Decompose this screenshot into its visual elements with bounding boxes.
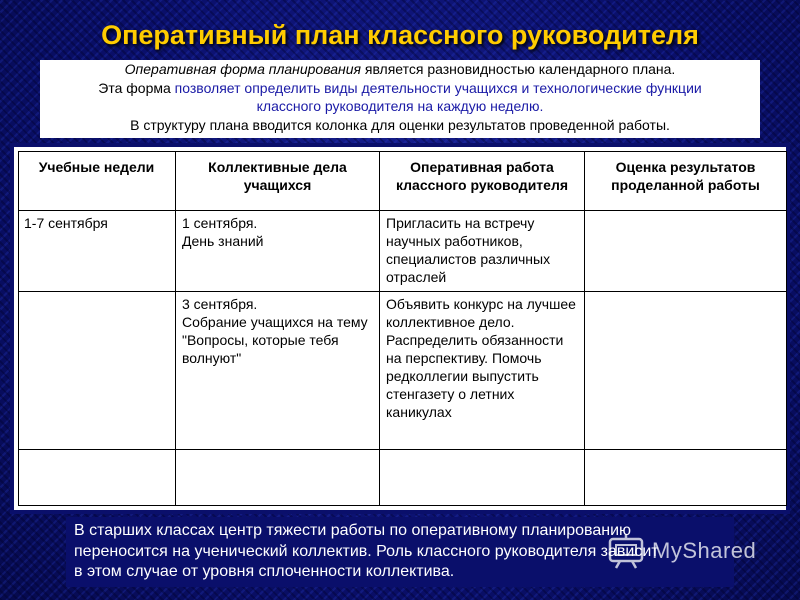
- conclusion-line-2: переносится на ученический коллектив. Роль классного руководителя зависит: [74, 542, 659, 560]
- cell-week: [19, 450, 176, 506]
- header-evaluation: Оценка результатов проделанной работы: [585, 152, 787, 211]
- intro-line-2: [40, 79, 760, 98]
- cell-collective-text: День знаний: [182, 233, 264, 249]
- intro-italic-term: Оперативная форма планирования: [124, 61, 361, 77]
- cell-operative: Пригласить на встречу научных работников, специалистов различных отраслей: [380, 211, 585, 292]
- cell-collective-date: 1 сентября.: [182, 215, 258, 231]
- intro-line-4: В структуру плана вводится колонка для оценки результатов проведенной работы.: [130, 116, 670, 133]
- watermark-logo-icon: [606, 531, 646, 571]
- table-header-row: [19, 152, 787, 211]
- conclusion-line-1: В старших классах центр тяжести работы по оперативному планированию: [74, 522, 632, 539]
- cell-collective-date: 3 сентября.: [182, 296, 258, 312]
- cell-operative: [380, 450, 585, 506]
- cell-collective: [176, 450, 380, 506]
- cell-collective: [176, 292, 380, 450]
- cell-week: 1-7 сентября: [19, 211, 176, 292]
- intro-line-3: классного руководителя на каждую неделю.: [256, 98, 544, 114]
- cell-evaluation: [585, 211, 787, 292]
- header-operative: Оперативная работа классного руководителя: [380, 152, 585, 211]
- cell-week: [19, 292, 176, 450]
- plan-table: [18, 151, 787, 506]
- page-title: Оперативный план классного руководителя: [101, 20, 699, 50]
- intro-line-2-start: Эта форма: [98, 79, 175, 96]
- intro-line-1-rest: является разновидностью календарного плана.: [360, 61, 676, 77]
- intro-highlight: позволяет определить виды деятельности учащихся и технологические функции: [174, 79, 702, 96]
- header-weeks: Учебные недели: [19, 152, 176, 211]
- cell-evaluation: [585, 292, 787, 450]
- conclusion-line-3: в этом случае от уровня сплоченности коллектива.: [74, 563, 455, 580]
- table-row: [19, 292, 787, 450]
- intro-line-1: [40, 60, 760, 79]
- watermark-text: MyShared: [652, 538, 757, 563]
- header-collective: Коллективные дела учащихся: [176, 152, 380, 211]
- table-row: [19, 211, 787, 292]
- watermark: [606, 531, 756, 571]
- cell-operative: Объявить конкурс на лучшее коллективное дело. Распределить обязанности на перспективу. Помочь редколлегии выпустить стенгазету о летних каникулах: [380, 292, 585, 450]
- intro-box: [40, 60, 760, 138]
- cell-collective-text: Собрание учащихся на тему "Вопросы, которые тебя волнуют": [182, 314, 368, 366]
- cell-collective: [176, 211, 380, 292]
- table-row: [19, 450, 787, 506]
- cell-evaluation: [585, 450, 787, 506]
- plan-table-frame: [10, 143, 790, 514]
